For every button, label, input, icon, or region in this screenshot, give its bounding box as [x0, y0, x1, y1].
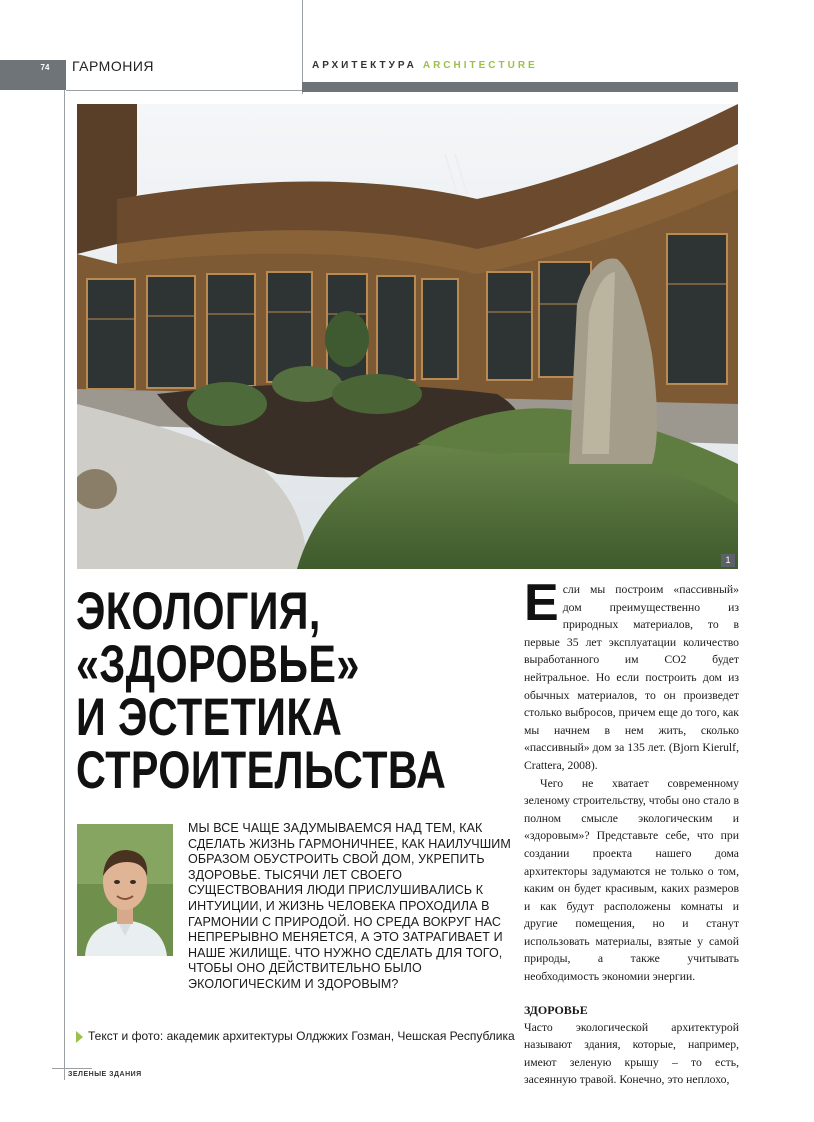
author-photo-illustration: [77, 824, 173, 956]
title-line: «ЗДОРОВЬЕ»: [76, 635, 360, 694]
body-paragraph: Часто экологической архитектурой называют здания, которые, например, имеют зеленую крышу – то есть, засеянную травой. Конечно, это неплохо,: [524, 1020, 739, 1087]
play-arrow-icon: [76, 1031, 83, 1043]
rubric-ru: АРХИТЕКТУРА: [312, 60, 417, 71]
photo-number: 1: [721, 554, 735, 567]
courtyard-illustration: [77, 104, 738, 569]
rubric-en: ARCHITECTURE: [422, 60, 538, 71]
lead-paragraph: МЫ ВСЕ ЧАЩЕ ЗАДУМЫВАЕМСЯ НАД ТЕМ, КАК СДЕЛАТЬ ЖИЗНЬ ГАРМОНИЧНЕЕ, КАК НАИЛУЧШИМ ОБРАЗОМ ОБУСТРОИТЬ СВОЙ ДОМ, УКРЕПИТЬ ЗДОРОВЬЕ. ТЫСЯЧИ ЛЕТ СВОЕГО СУЩЕСТВОВАНИЯ ЛЮДИ ПРИСЛУШИВАЛИСЬ К ИНТУИЦИИ, И ЖИЗНЬ ЧЕЛОВЕКА ПРОХОДИЛА В ГАРМОНИИ С ПРИРОДОЙ. НО СРЕДА ВОКРУГ НАС НЕПРЕРЫВНО МЕНЯЕТСЯ, А ЭТО ЗАТРАГИВАЕТ И НАШЕ ЖИЛИЩЕ. ЧТО НУЖНО СДЕЛАТЬ ДЛЯ ТОГО, ЧТОБЫ ОНО ДЕЙСТВИТЕЛЬНО БЫЛО ЭКОЛОГИЧЕСКИМ И ЗДОРОВЫМ?: [188, 821, 511, 991]
footer-divider: [52, 1068, 92, 1069]
section-heading: ЗДОРОВЬЕ: [524, 1002, 588, 1017]
header-divider: [66, 90, 302, 91]
section-title: ГАРМОНИЯ: [72, 58, 154, 74]
left-margin-line: [64, 90, 65, 1080]
drop-cap: Е: [524, 574, 559, 632]
body-column: [524, 574, 739, 1089]
header-bar: [302, 82, 738, 92]
body-paragraph: Чего не хватает современному зеленому строительству, чтобы оно стало в полном смысле экологическим и «здоровым»? Представьте себе, что при создании проекта нашего дома архитекторы задумаются не только о том, каким он будет красивым, каких размеров и как будут расположены комнаты и другие помещения, но и станут использовать материалы, взятые у самой природы, а также учитывать необходимость экономии энергии.: [524, 776, 739, 984]
body-text: сли мы построим «пассивный» дом преимущественно из природных материалов, то в первые 35 лет эксплуатации количество выработанного им CO2 будет нейтральное. Но если построить дом из обычных материалов, то он произведет столько выбросов, причем еще до того, как мы начнем в нем жить, сколько «пассивный» дом за 135 лет. (Bjorn Kierulf, Crattera, 2008).: [524, 583, 739, 772]
author-credit: Текст и фото: академик архитектуры Олджжих Гозман, Чешская Республика: [88, 1029, 515, 1043]
header-vertical-divider: [302, 0, 303, 94]
page-number: 74: [40, 63, 50, 72]
author-portrait: [77, 824, 173, 956]
courtyard-photo: [77, 104, 738, 569]
article-title: [76, 582, 447, 800]
title-line: СТРОИТЕЛЬСТВА: [76, 741, 447, 800]
title-line: ЭКОЛОГИЯ,: [76, 582, 321, 641]
footer-magazine-name: ЗЕЛЕНЫЕ ЗДАНИЯ: [68, 1071, 142, 1078]
rubric: [312, 60, 538, 71]
title-line: И ЭСТЕТИКА: [76, 688, 343, 747]
body-paragraph: [524, 574, 739, 775]
